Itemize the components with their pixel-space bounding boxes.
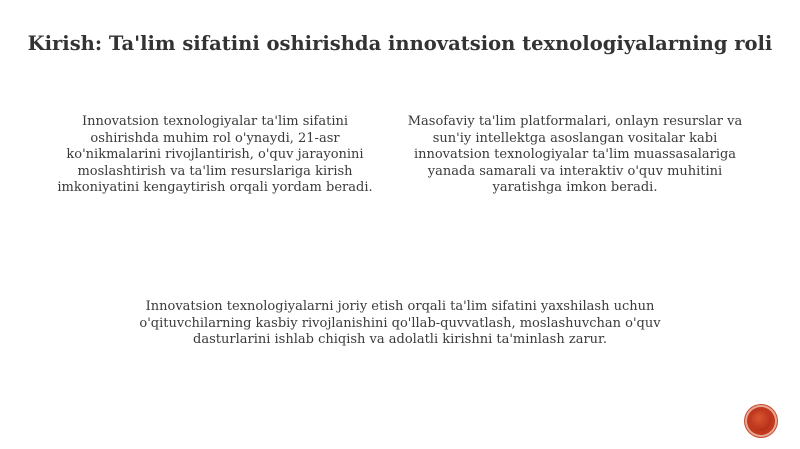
paragraph-right: Masofaviy ta'lim platformalari, onlayn resurslar va sun'iy intellektga asoslangan vositalar kabi innovatsion texnologiyalar ta'lim muassasalariga yanada samarali va interaktiv o'quv muhitini yaratishga imkon beradi. <box>407 114 743 195</box>
slide-nav-button[interactable] <box>747 407 775 435</box>
slide-title: Kirish: Ta'lim sifatini oshirishda innovatsion texnologiyalarning roli <box>27 32 773 55</box>
paragraph-bottom: Innovatsion texnologiyalarni joriy etish orqali ta'lim sifatini yaxshilash uchun o'qituvchilarning kasbiy rivojlanishini qo'llab-quvvatlash, moslashuvchan o'quv dasturlarini ishlab chiqish va adolatli kirishni ta'minlash zarur. <box>139 299 661 347</box>
circle-nav-icon <box>751 411 771 431</box>
paragraph-left: Innovatsion texnologiyalar ta'lim sifatini oshirishda muhim rol o'ynaydi, 21-asr ko'nikmalarini rivojlantirish, o'quv jarayonini moslashtirish va ta'lim resurslariga kirish imkoniyatini kengaytirish orqali yordam beradi. <box>57 114 373 195</box>
